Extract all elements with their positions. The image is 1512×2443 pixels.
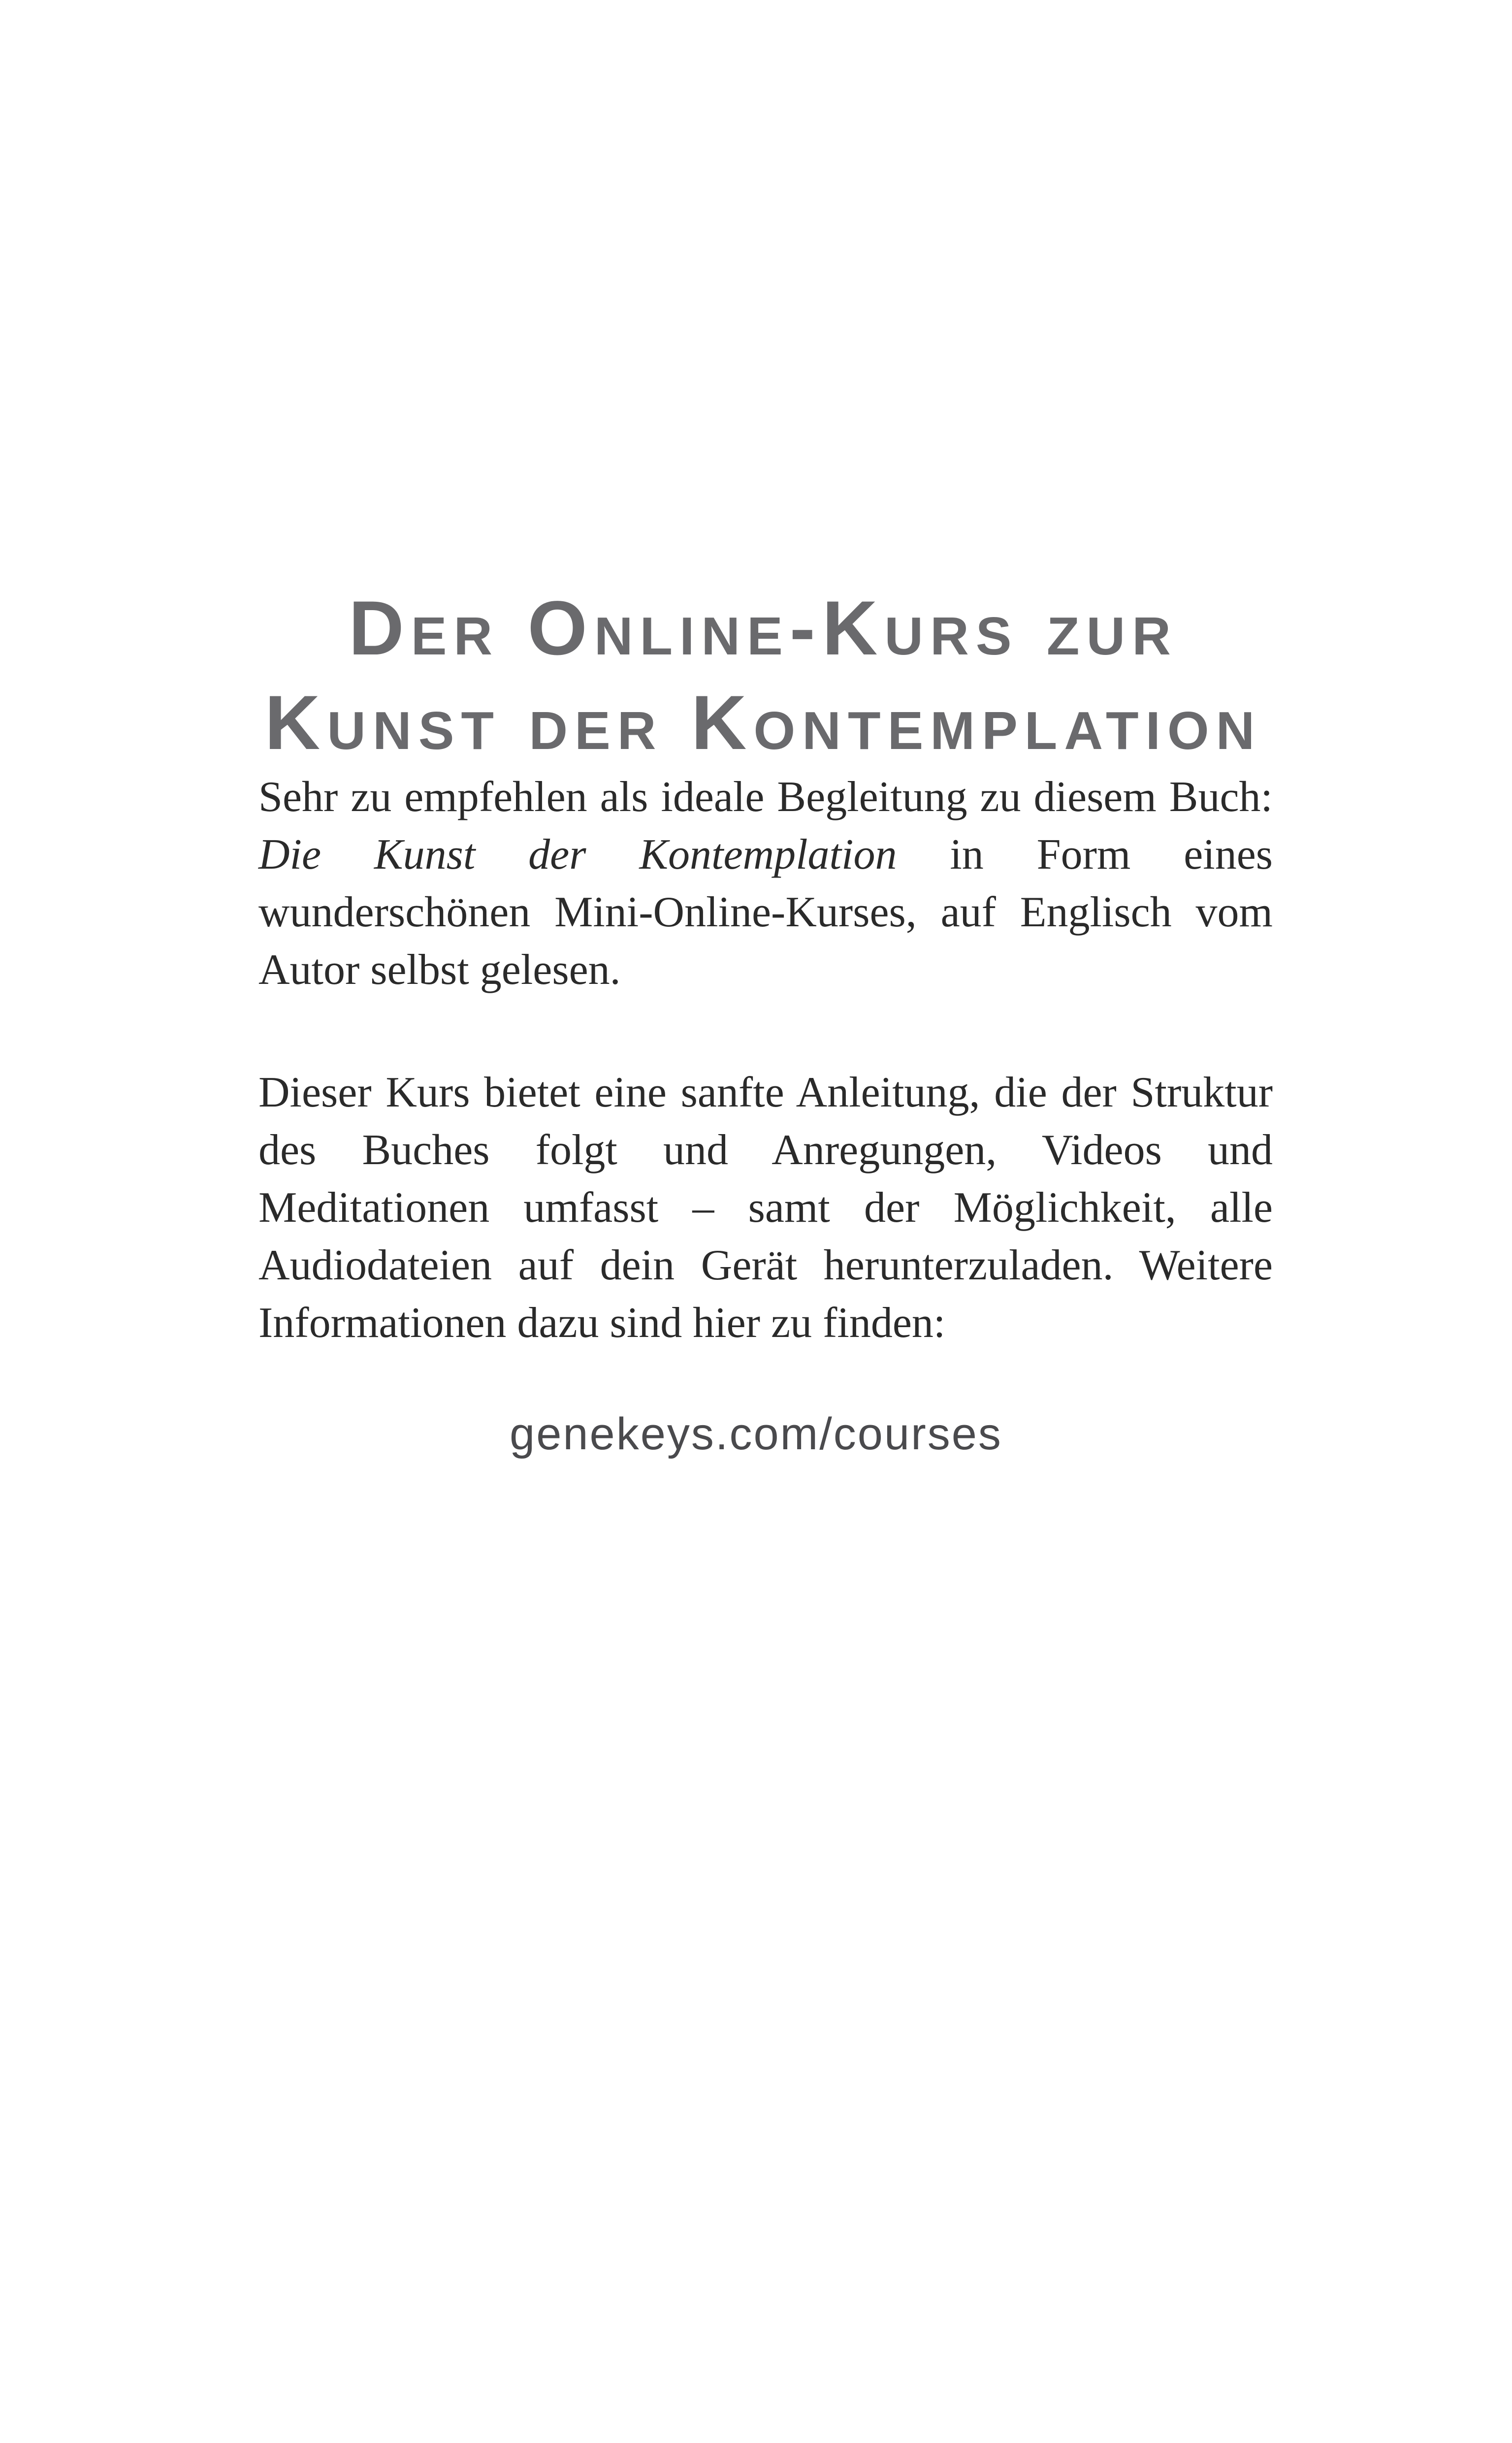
course-description-paragraph: Dieser Kurs bietet eine sanfte Anleitung, die der Struktur des Buches folgt und Anregungen, Videos und Meditationen umfasst – samt der Möglichkeit, alle Audiodateien auf dein Gerät herunterzuladen. Weitere Informationen dazu sind hier zu finden:: [258, 1069, 1273, 1347]
title-line-2: Kunst der Kontemplation: [264, 680, 1262, 766]
book-title: Die Kunst der Kontemplation: [258, 831, 897, 879]
title-line-1: Der Online-Kurs zur: [349, 586, 1178, 671]
intro-rest-text: in Form eines wunderschönen Mini-Online-Kurses, auf Englisch vom Autor selbst gelesen.: [258, 831, 1273, 994]
intro-paragraph: [258, 768, 1273, 999]
page-title: [256, 581, 1270, 770]
courses-link[interactable]: genekeys.com/courses: [510, 1409, 1002, 1459]
intro-text: Sehr zu empfehlen als ideale Begleitung zu diesem Buch:: [258, 773, 1273, 821]
